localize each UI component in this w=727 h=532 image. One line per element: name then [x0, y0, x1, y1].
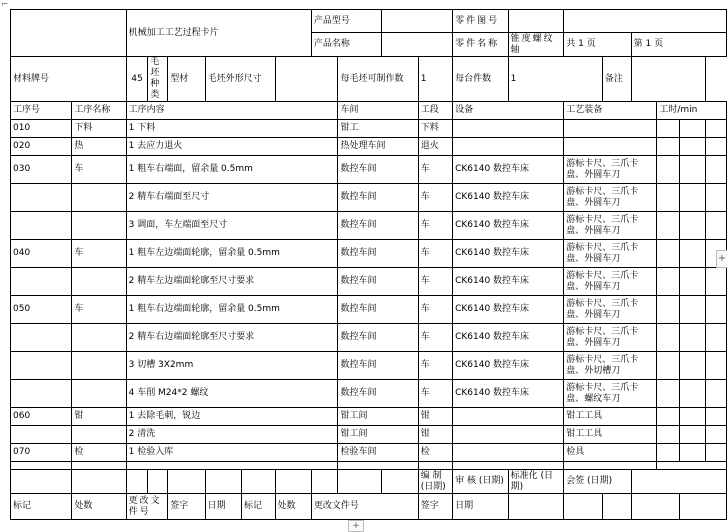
op-number: 010 — [11, 120, 72, 138]
op-content: 3 调面，车左端面至尺寸 — [126, 212, 338, 240]
op-tooling: 游标卡尺、三爪卡盘、螺纹车刀 — [564, 380, 657, 408]
operation-row — [11, 212, 727, 240]
op-equipment — [453, 444, 564, 462]
op-content: 1 去应力退火 — [126, 138, 338, 156]
op-time-3 — [706, 352, 727, 380]
col-header-content: 工序内容 — [126, 102, 338, 120]
op-equipment: CK6140 数控车床 — [453, 352, 564, 380]
op-section: 车 — [418, 352, 452, 380]
per-unit-label: 每台件数 — [453, 57, 509, 102]
op-content: 1 检验入库 — [126, 444, 338, 462]
product-name-value — [382, 33, 453, 57]
op-time-1 — [657, 324, 680, 352]
op-time-1 — [657, 212, 680, 240]
op-shop: 钳工 — [338, 120, 418, 138]
op-shop: 数控车间 — [338, 268, 418, 296]
op-number — [11, 268, 72, 296]
op-time-3 — [706, 324, 727, 352]
operation-row — [11, 184, 727, 212]
op-time-2 — [679, 184, 705, 212]
operation-row — [11, 240, 727, 268]
compile-signoff: 编 制 (日期) — [418, 470, 452, 494]
op-number — [11, 426, 72, 444]
op-name: 检 — [72, 444, 126, 462]
op-number: 030 — [11, 156, 72, 184]
footer-mark-2: 标记 — [241, 494, 275, 520]
operation-row — [11, 408, 727, 426]
op-equipment: CK6140 数控车床 — [453, 324, 564, 352]
expand-right-icon[interactable]: + — [716, 250, 727, 268]
process-card — [10, 9, 727, 520]
op-time-3 — [706, 138, 727, 156]
op-shop: 数控车间 — [338, 240, 418, 268]
op-tooling: 游标卡尺、三爪卡盘、外圆车刀 — [564, 156, 657, 184]
op-tooling: 游标卡尺、三爪卡盘、外圆车刀 — [564, 296, 657, 324]
op-number — [11, 380, 72, 408]
material-grade-label: 材料牌号 — [11, 57, 127, 102]
op-content: 1 粗车左边端面轮廓，留余量 0.5mm — [126, 240, 338, 268]
standardize-signoff: 标准化 (日期) — [508, 470, 564, 494]
op-tooling: 游标卡尺、三爪卡盘、外圆车刀 — [564, 212, 657, 240]
op-time-1 — [657, 184, 680, 212]
op-section: 退火 — [418, 138, 452, 156]
op-time-3 — [706, 212, 727, 240]
header-top-right — [564, 10, 727, 33]
operation-row — [11, 268, 727, 296]
op-content: 2 精车右边端面轮廓至尺寸要求 — [126, 324, 338, 352]
op-tooling: 游标卡尺、三爪卡盘、外圆车刀 — [564, 184, 657, 212]
op-tooling: 钳工工具 — [564, 426, 657, 444]
footer-sign: 签字 — [168, 494, 205, 520]
op-section: 车 — [418, 268, 452, 296]
blank-header-cell — [11, 10, 127, 57]
op-time-3 — [706, 120, 727, 138]
op-time-1 — [657, 296, 680, 324]
op-content: 1 粗车右端面，留余量 0.5mm — [126, 156, 338, 184]
footer-change-doc: 更改文件号 — [126, 494, 168, 520]
spacer-row — [11, 462, 727, 470]
col-header-op-name: 工序名称 — [72, 102, 126, 120]
op-shop: 数控车间 — [338, 380, 418, 408]
op-tooling: 检具 — [564, 444, 657, 462]
op-equipment — [453, 408, 564, 426]
op-name — [72, 212, 126, 240]
parts-per-blank-value: 1 — [418, 57, 452, 102]
op-time-1 — [657, 352, 680, 380]
op-equipment: CK6140 数控车床 — [453, 184, 564, 212]
operation-row — [11, 426, 727, 444]
op-time-2 — [679, 296, 705, 324]
material-grade-value: 45 — [126, 57, 148, 102]
op-content: 2 精车右端面至尺寸 — [126, 184, 338, 212]
op-shop: 检验车间 — [338, 444, 418, 462]
op-shop: 数控车间 — [338, 296, 418, 324]
op-number: 040 — [11, 240, 72, 268]
op-section: 车 — [418, 240, 452, 268]
col-header-time: 工时/min — [657, 102, 727, 120]
operation-row — [11, 380, 727, 408]
op-name: 车 — [72, 240, 126, 268]
op-name — [72, 268, 126, 296]
op-tooling: 游标卡尺、三爪卡盘、外切槽刀 — [564, 352, 657, 380]
op-time-3 — [706, 268, 727, 296]
remarks-label: 备注 — [602, 57, 631, 102]
review-signoff: 审 核 (日期) — [453, 470, 509, 494]
op-time-1 — [657, 408, 680, 426]
op-time-2 — [679, 138, 705, 156]
op-number — [11, 212, 72, 240]
page-number: 第 1 页 — [631, 33, 726, 57]
op-time-3 — [706, 426, 727, 444]
op-tooling: 游标卡尺、三爪卡盘、外圆车刀 — [564, 324, 657, 352]
footer-count-2: 处数 — [275, 494, 311, 520]
process-card-table — [10, 9, 727, 520]
op-section: 车 — [418, 296, 452, 324]
col-header-op-no: 工序号 — [11, 102, 72, 120]
op-equipment — [453, 138, 564, 156]
footer-change-doc-2: 更改文件号 — [311, 494, 418, 520]
op-content: 1 下料 — [126, 120, 338, 138]
op-tooling — [564, 138, 657, 156]
op-content: 4 车削 M24*2 螺纹 — [126, 380, 338, 408]
op-number — [11, 324, 72, 352]
op-tooling — [564, 120, 657, 138]
op-section: 下料 — [418, 120, 452, 138]
op-time-2 — [679, 268, 705, 296]
expand-bottom-icon[interactable]: + — [348, 520, 364, 532]
op-time-3 — [706, 296, 727, 324]
operation-row — [11, 324, 727, 352]
op-name — [72, 184, 126, 212]
op-shop: 数控车间 — [338, 352, 418, 380]
corner-mark-icon: ⌐ — [1, 0, 9, 10]
parts-per-blank-label: 每毛坯可制作数 — [338, 57, 418, 102]
op-shop: 钳工间 — [338, 426, 418, 444]
op-number: 070 — [11, 444, 72, 462]
op-equipment: CK6140 数控车床 — [453, 268, 564, 296]
op-content: 1 粗车右边端面轮廓，留余量 0.5mm — [126, 296, 338, 324]
op-name: 热 — [72, 138, 126, 156]
op-number — [11, 184, 72, 212]
op-section: 车 — [418, 380, 452, 408]
op-number — [11, 352, 72, 380]
op-name — [72, 380, 126, 408]
product-model-value — [382, 10, 453, 33]
op-tooling: 钳工工具 — [564, 408, 657, 426]
part-drawing-label: 零件图号 — [453, 10, 509, 33]
footer-date-2: 日期 — [453, 494, 509, 520]
op-number: 020 — [11, 138, 72, 156]
op-number: 060 — [11, 408, 72, 426]
op-number: 050 — [11, 296, 72, 324]
op-time-1 — [657, 138, 680, 156]
countersign-signoff: 会签 (日期) — [564, 470, 631, 494]
op-time-1 — [657, 156, 680, 184]
card-title: 机械加工工艺过程卡片 — [126, 10, 311, 57]
footer-count: 处数 — [72, 494, 126, 520]
col-header-tooling: 工艺装备 — [564, 102, 657, 120]
op-time-1 — [657, 444, 680, 462]
part-drawing-value — [508, 10, 564, 33]
op-time-1 — [657, 120, 680, 138]
per-unit-value: 1 — [508, 57, 602, 102]
op-content: 3 切槽 3X2mm — [126, 352, 338, 380]
op-time-2 — [679, 324, 705, 352]
footer-date: 日期 — [205, 494, 241, 520]
op-content: 1 去除毛刺，锐边 — [126, 408, 338, 426]
op-section: 车 — [418, 324, 452, 352]
op-time-1 — [657, 380, 680, 408]
operation-row — [11, 352, 727, 380]
op-name: 车 — [72, 156, 126, 184]
part-name-label: 零件名称 — [453, 33, 509, 57]
op-time-1 — [657, 268, 680, 296]
operation-row — [11, 296, 727, 324]
op-time-2 — [679, 352, 705, 380]
operation-row — [11, 156, 727, 184]
op-equipment: CK6140 数控车床 — [453, 380, 564, 408]
col-header-equipment: 设备 — [453, 102, 564, 120]
op-time-3 — [706, 156, 727, 184]
op-section: 车 — [418, 156, 452, 184]
op-time-2 — [679, 444, 705, 462]
op-content: 2 精车左边端面轮廓至尺寸要求 — [126, 268, 338, 296]
op-equipment: CK6140 数控车床 — [453, 156, 564, 184]
op-shop: 数控车间 — [338, 212, 418, 240]
op-name — [72, 426, 126, 444]
op-time-2 — [679, 156, 705, 184]
footer-sign-2: 签字 — [418, 494, 452, 520]
op-time-3 — [706, 380, 727, 408]
product-name-label: 产品名称 — [311, 33, 381, 57]
op-name: 下料 — [72, 120, 126, 138]
col-header-shop: 车间 — [338, 102, 418, 120]
op-content: 2 清洗 — [126, 426, 338, 444]
op-time-2 — [679, 380, 705, 408]
operations-list — [11, 120, 727, 462]
op-shop: 热处理车间 — [338, 138, 418, 156]
blank-type-label: 毛坯种类 — [148, 57, 168, 102]
op-time-2 — [679, 212, 705, 240]
op-time-2 — [679, 240, 705, 268]
op-shop: 数控车间 — [338, 156, 418, 184]
op-time-2 — [679, 120, 705, 138]
operation-row — [11, 120, 727, 138]
op-time-2 — [679, 426, 705, 444]
blank-type-value: 型材 — [168, 57, 205, 102]
op-equipment: CK6140 数控车床 — [453, 212, 564, 240]
op-name — [72, 324, 126, 352]
op-time-1 — [657, 240, 680, 268]
col-header-section: 工段 — [418, 102, 452, 120]
op-section: 车 — [418, 184, 452, 212]
op-time-1 — [657, 426, 680, 444]
op-equipment: CK6140 数控车床 — [453, 240, 564, 268]
op-section: 钳 — [418, 426, 452, 444]
op-equipment: CK6140 数控车床 — [453, 296, 564, 324]
op-section: 钳 — [418, 408, 452, 426]
op-time-2 — [679, 408, 705, 426]
op-name — [72, 352, 126, 380]
op-time-3 — [706, 444, 727, 462]
operation-row — [11, 138, 727, 156]
blank-size-value — [275, 57, 338, 102]
remarks-value — [631, 57, 706, 102]
op-tooling: 游标卡尺、三爪卡盘、外圆车刀 — [564, 268, 657, 296]
op-equipment — [453, 426, 564, 444]
op-tooling: 游标卡尺、三爪卡盘、外圆车刀 — [564, 240, 657, 268]
op-shop: 数控车间 — [338, 184, 418, 212]
footer-mark: 标记 — [11, 494, 72, 520]
op-shop: 钳工间 — [338, 408, 418, 426]
op-name: 钳 — [72, 408, 126, 426]
product-model-label: 产品型号 — [311, 10, 381, 33]
blank-size-label: 毛坯外形尺寸 — [205, 57, 275, 102]
op-time-3 — [706, 408, 727, 426]
operation-row — [11, 444, 727, 462]
op-name: 车 — [72, 296, 126, 324]
op-shop: 数控车间 — [338, 324, 418, 352]
op-section: 车 — [418, 212, 452, 240]
total-pages: 共 1 页 — [564, 33, 631, 57]
op-section: 检 — [418, 444, 452, 462]
op-equipment — [453, 120, 564, 138]
part-name-value: 锥度螺纹轴 — [508, 33, 564, 57]
op-time-3 — [706, 184, 727, 212]
